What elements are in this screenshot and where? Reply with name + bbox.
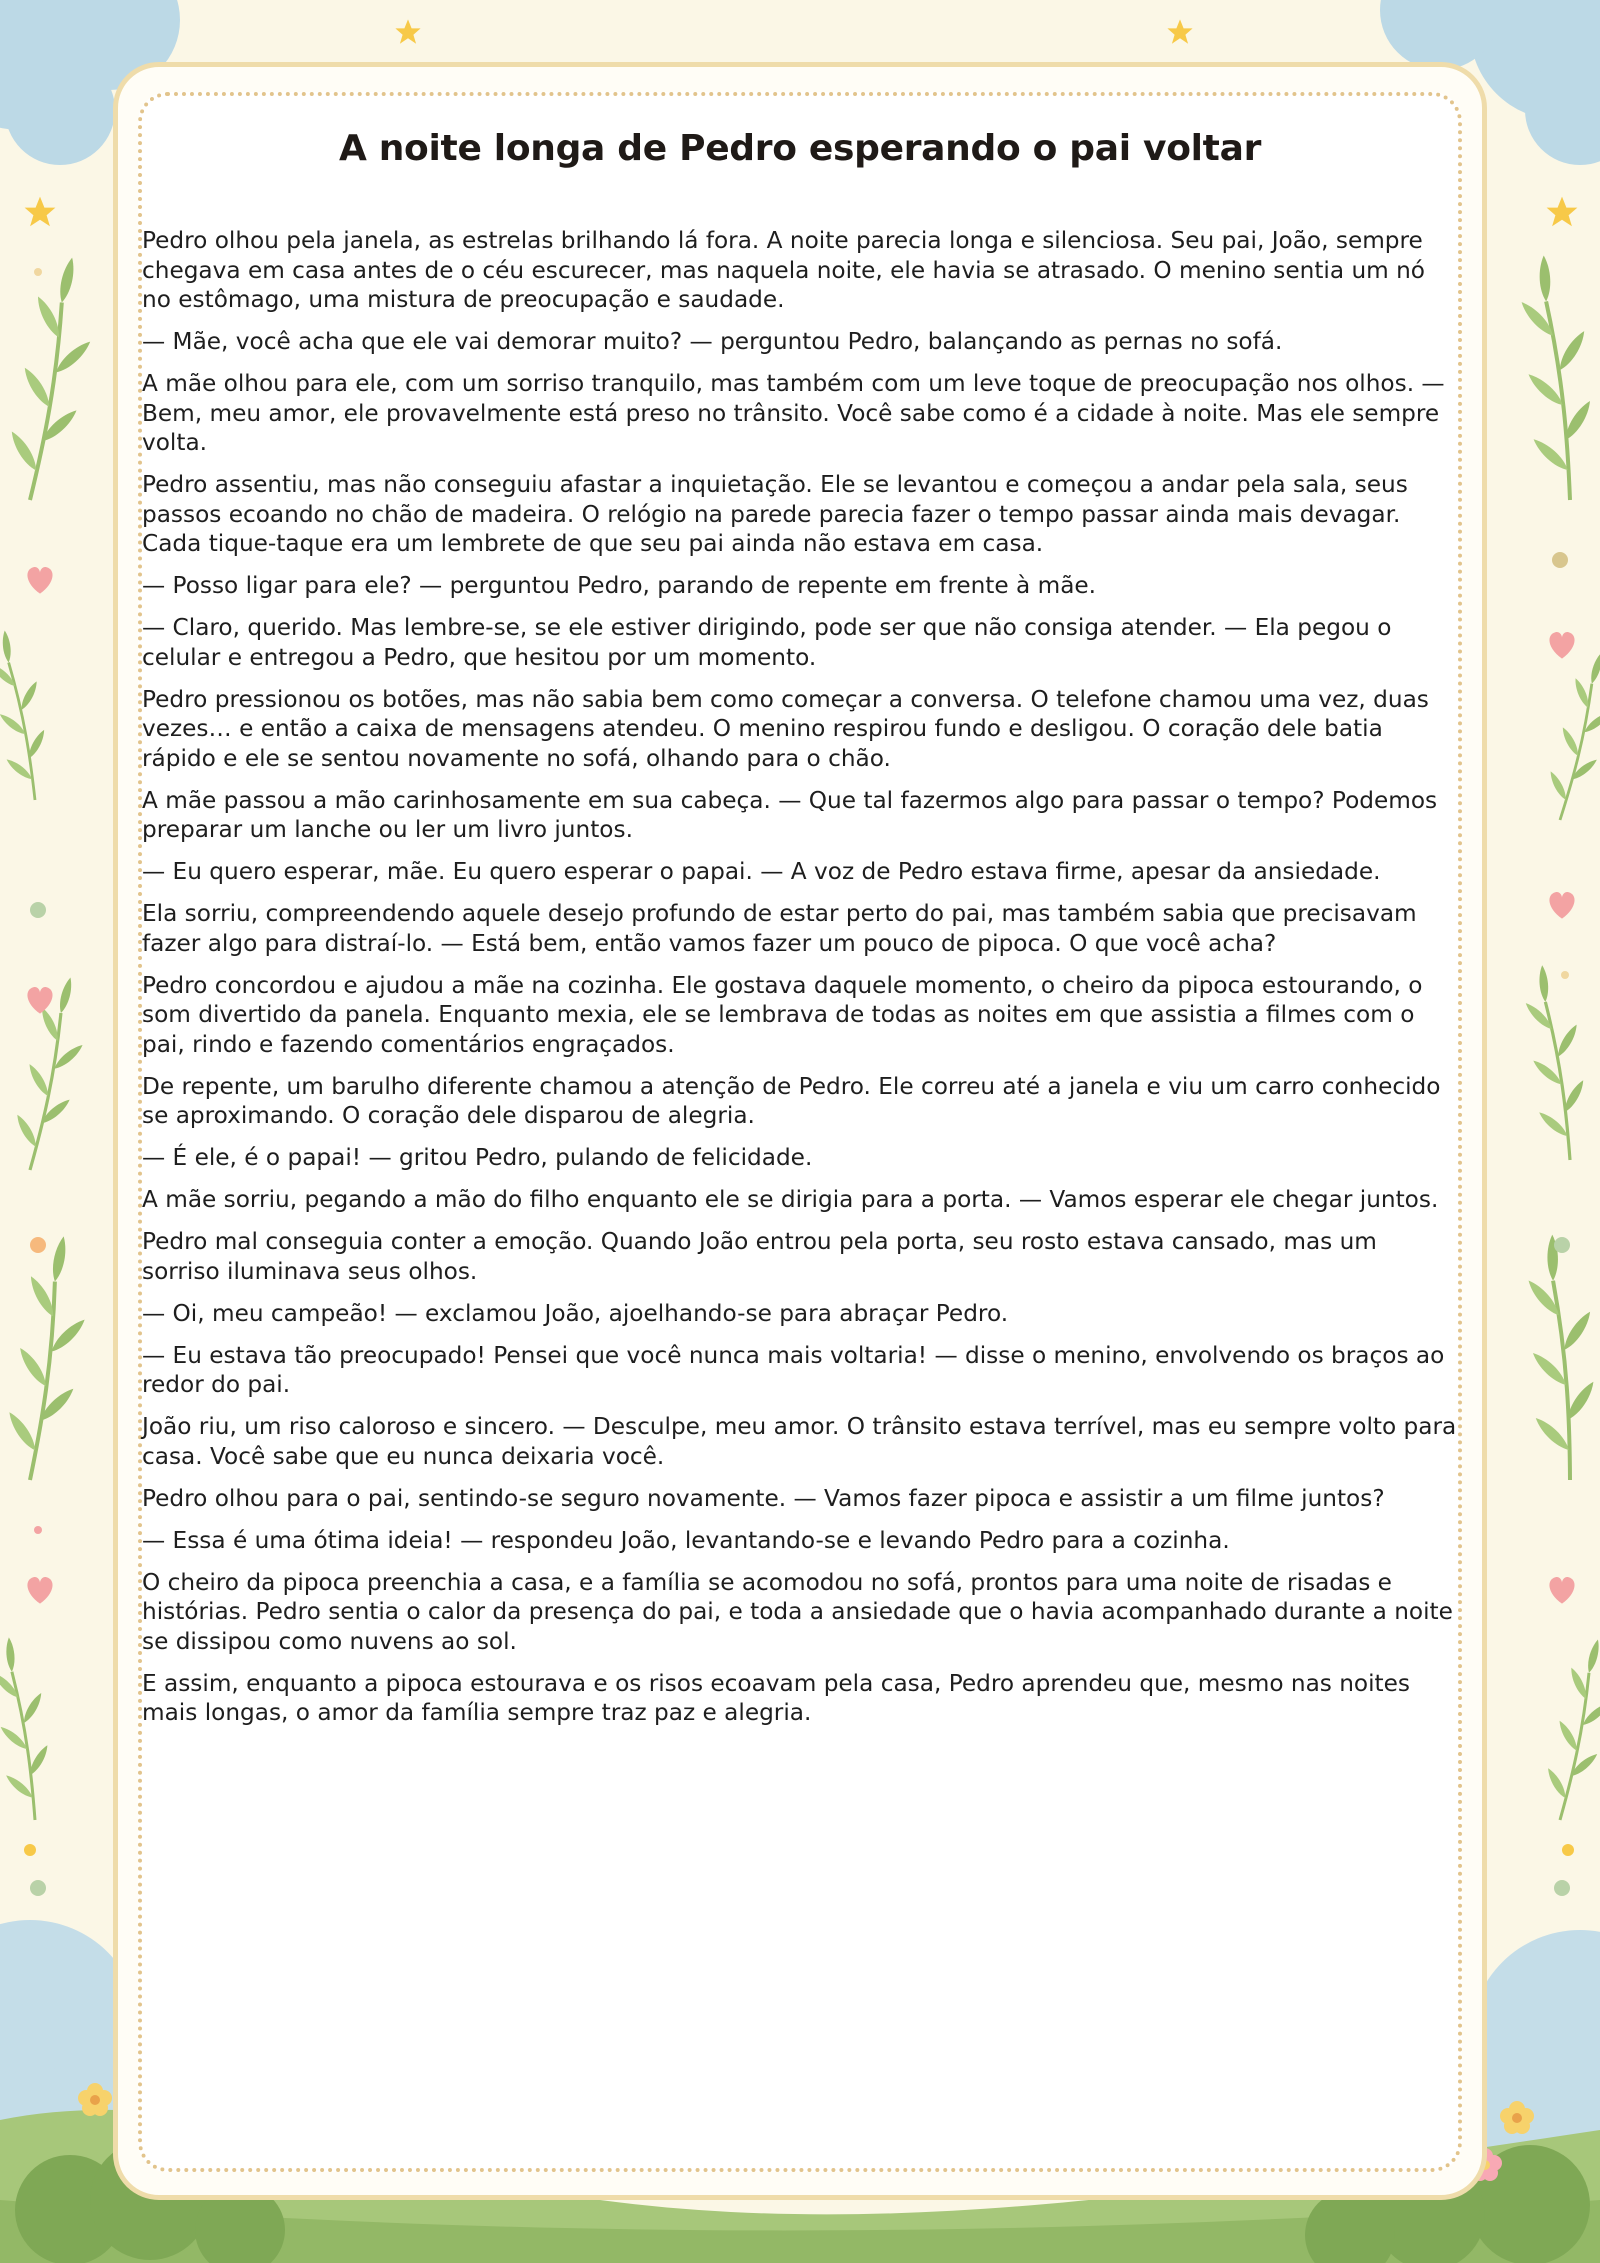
story-paragraph: A mãe passou a mão carinhosamente em sua cabeça. — Que tal fazermos algo para passar o tempo? Podemos preparar um lanche ou ler um livro juntos. [142,786,1438,843]
leaf-branch-icon [1511,960,1600,1164]
leaf-branch-icon [0,252,105,506]
story-paragraph: Pedro pressionou os botões, mas não sabia bem como começar a conversa. O telefone chamou uma vez, duas vezes… e então a caixa de mensagens atendeu. O menino respirou fundo e desligou. O coração dele batia rápido e ele se sentou novamente no sofá, olhando para o chão. [142,685,1429,772]
star-icon [1167,19,1192,43]
story-paragraph: — Eu quero esperar, mãe. Eu quero esperar o papai. — A voz de Pedro estava firme, apesar da ansiedade. [142,858,1381,885]
heart-icon [1549,892,1574,919]
story-paragraph: Pedro assentiu, mas não conseguiu afastar a inquietação. Ele se levantou e começou a andar pela sala, seus passos ecoando no chão de madeira. O relógio na parede parecia fazer o tempo passar ainda mais devagar. Cada tique-taque era um lembrete de que seu pai ainda não estava em casa. [142,471,1408,557]
leaf-branch-icon [0,625,63,804]
story-paragraph: Pedro concordou e ajudou a mãe na cozinha. Ele gostava daquele momento, o cheiro da pipoca estourando, o som divertido da panela. Enquanto mexia, ele se lembrava de todas as noites em que assistia a filmes com o pai, rindo e fazendo comentários engraçados. [142,971,1423,1058]
story-paragraph: Pedro olhou para o pai, sentindo-se seguro novamente. — Vamos fazer pipoca e assistir a um filme juntos? [142,1484,1385,1512]
leaf-branch-icon [5,972,97,1176]
story-paragraph: — Claro, querido. Mas lembre-se, se ele estiver dirigindo, pode ser que não consiga atender. — Ela pegou o celular e entregou a Pedro, que hesitou por um momento. [142,614,1392,671]
heart-icon [27,987,52,1014]
story-paragraph: — Essa é uma ótima ideia! — respondeu João, levantando-se e levando Pedro para a cozinha. [142,1526,1230,1554]
story-paragraph: A mãe olhou para ele, com um sorriso tranquilo, mas também com um leve toque de preocupação nos olhos. — Bem, meu amor, ele provavelmente está preso no trânsito. Você sabe como é a cidade à noite. Mas ele sempre volta. [142,370,1445,456]
story-paragraph: O cheiro da pipoca preenchia a casa, e a família se acomodou no sofá, prontos para uma noite de risadas e histórias. Pedro sentia o calor da presença do pai, e toda a ansiedade que o havia acompanhado durante a noite se dissipou como nuvens ao sol. [142,1568,1453,1655]
heart-icon [27,567,52,594]
story-paragraph: — Mãe, você acha que ele vai demorar muito? — perguntou Pedro, balançando as pernas no sofá. [142,328,1283,355]
story-paragraph: — Oi, meu campeão! — exclamou João, ajoelhando-se para abraçar Pedro. [142,1299,1009,1327]
story-paragraph: De repente, um barulho diferente chamou a atenção de Pedro. Ele correu até a janela e viu um carro conhecido se aproximando. O coração dele disparou de alegria. [142,1072,1441,1129]
heart-icon [1549,1577,1574,1604]
story-paragraph: Pedro mal conseguia conter a emoção. Quando João entrou pela porta, seu rosto estava cansado, mas um sorriso iluminava seus olhos. [142,1228,1377,1285]
leaf-branch-icon [1537,1634,1600,1825]
story-title: A noite longa de Pedro esperando o pai voltar [338,128,1262,169]
leaf-branch-icon [0,1633,66,1824]
heart-icon [1549,632,1574,659]
leaf-branch-icon [1538,647,1600,826]
story-body [142,226,1460,1740]
story-paragraph: Ela sorriu, compreendendo aquele desejo profundo de estar perto do pai, mas também sabia que precisavam fazer algo para distraí-lo. — Está bem, então vamos fazer um pouco de pipoca. O que você acha? [142,900,1417,957]
heart-icon [27,1577,52,1604]
story-paragraph: A mãe sorriu, pegando a mão do filho enquanto ele se dirigia para a porta. — Vamos esperar ele chegar juntos. [142,1186,1439,1213]
leaf-branch-icon [0,1232,97,1485]
story-paragraph: João riu, um riso caloroso e sincero. — Desculpe, meu amor. O trânsito estava terrível, mas eu sempre volto para casa. Você sabe que eu nunca deixaria você. [142,1413,1457,1470]
star-icon [395,19,420,43]
star-icon [1547,197,1578,227]
story-paragraph: — Eu estava tão preocupado! Pensei que você nunca mais voltaria! — disse o menino, envolvendo os braços ao redor do pai. [142,1341,1445,1398]
story-paragraph: — É ele, é o papai! — gritou Pedro, pulando de felicidade. [142,1144,813,1171]
star-icon [25,197,56,227]
story-paragraph: E assim, enquanto a pipoca estourava e os risos ecoavam pela casa, Pedro aprendeu que, mesmo nas noites mais longas, o amor da família sempre traz paz e alegria. [142,1669,1410,1726]
leaf-branch-icon [1513,1231,1600,1484]
story-paragraph: — Posso ligar para ele? — perguntou Pedro, parando de repente em frente à mãe. [142,572,1097,599]
story-paragraph: Pedro olhou pela janela, as estrelas brilhando lá fora. A noite parecia longa e silenciosa. Seu pai, João, sempre chegava em casa antes de o céu escurecer, mas naquela noite, ele havia se atrasado. O menino sentia um nó no estômago, uma mistura de preocupação e saudade. [142,227,1425,313]
leaf-branch-icon [1504,250,1600,504]
